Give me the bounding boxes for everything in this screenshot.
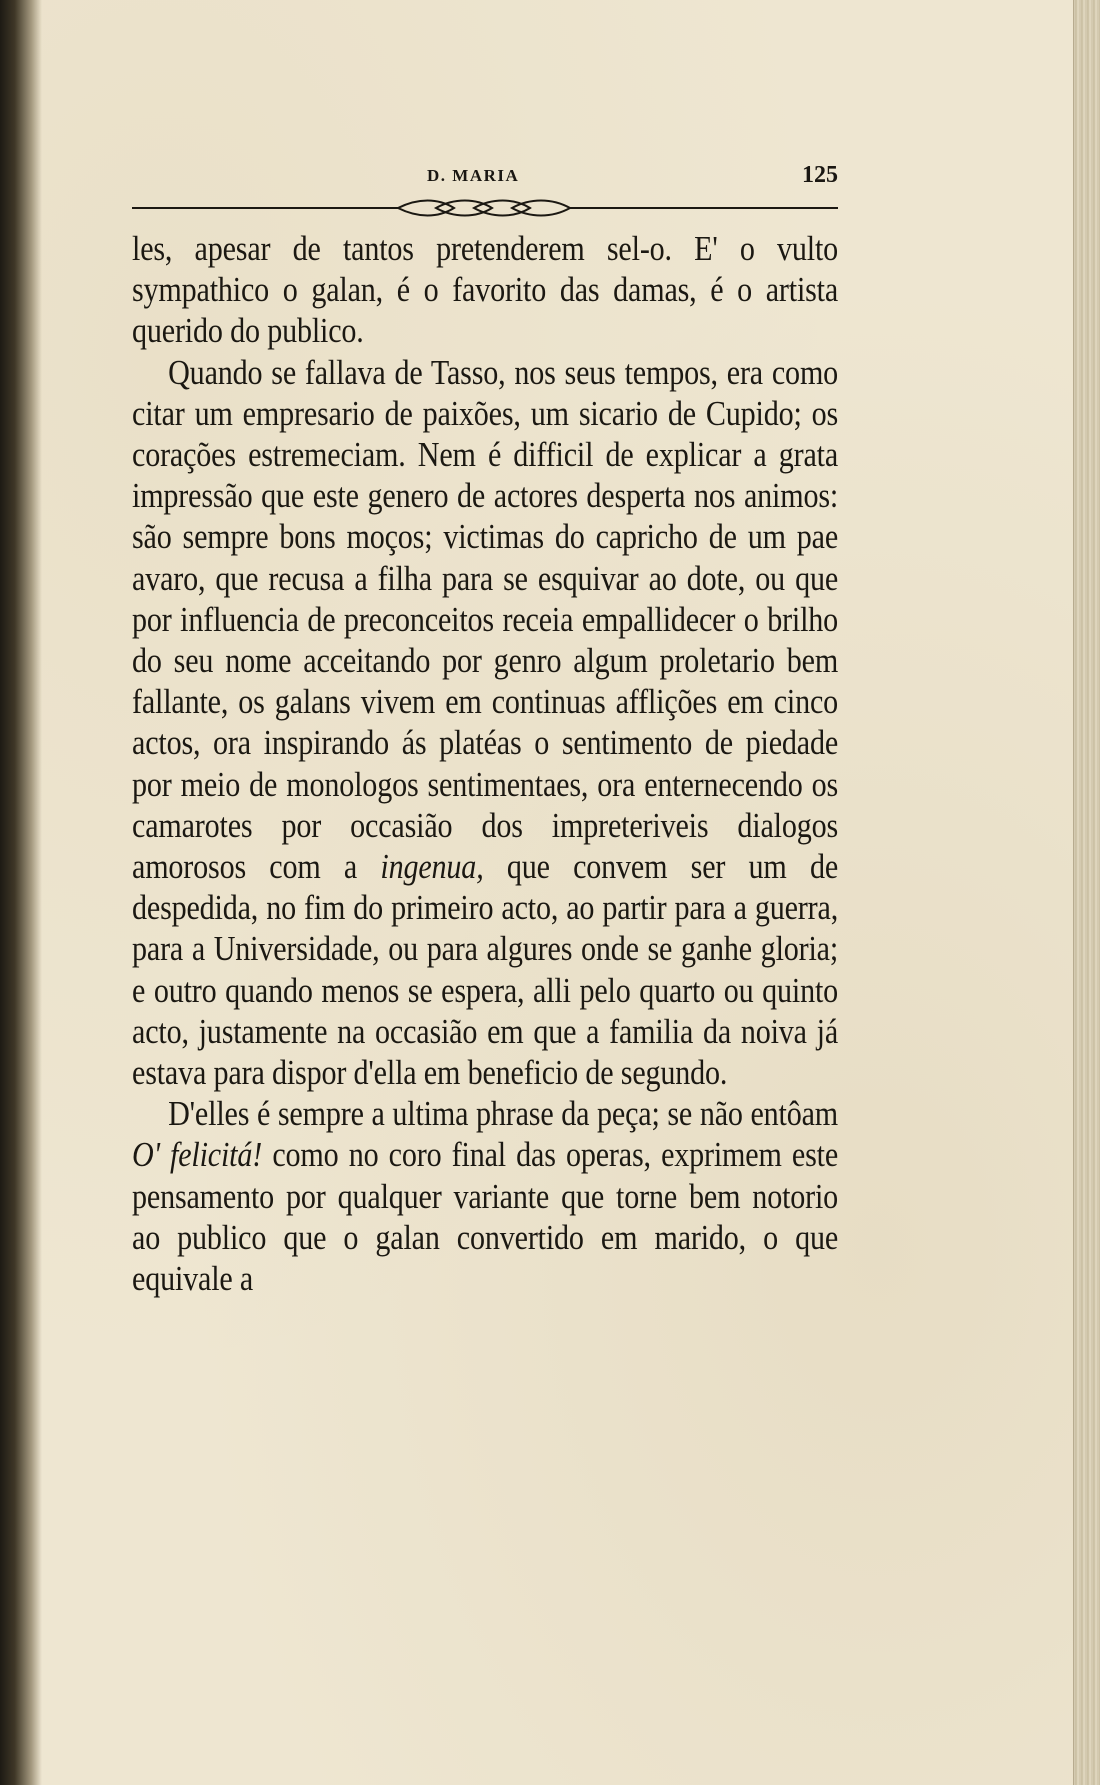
paragraph-3	[132, 1093, 838, 1299]
paragraph-1-text: les, apesar de tantos pretenderem sel-o. E' o vulto sympathico o galan, é o favorito das damas, é o artista querido do publico.	[132, 229, 839, 351]
running-head: D. MARIA	[427, 166, 520, 185]
italic-word-ingenua: ingenua,	[380, 847, 484, 887]
paragraph-2	[132, 352, 838, 1094]
italic-phrase-felicita: O' felicitá!	[132, 1135, 263, 1175]
page-edges	[1073, 0, 1100, 1785]
paragraph-2-text: Quando se fallava de Tasso, nos seus tempos, era como citar um empresario de paixões, um sicario de Cupido; os corações estremeciam. Nem é difficil de explicar a grata impressão que este genero de actores desperta nos animos: são sempre bons moços; victimas do capricho de um pae avaro, que recusa a filha para se esquivar ao dote, ou que por influencia de preconceitos receia empallidecer o brilho do seu nome acceitando por genro algum proletario bem fallante, os galans vivem em continuas afflições em cinco actos, ora inspirando ás platéas o sentimento de piedade por meio de monologos sentimentaes, ora enternecendo os camarotes por occasião dos impreteriveis dialogos amorosos com a	[132, 352, 839, 887]
ornamental-rule	[132, 196, 838, 220]
paragraph-3-continuation: como no coro final das operas, exprimem este pensamento por qualquer variante que torne bem notorio ao publico que o galan convertido em marido, o que equivale a	[132, 1135, 839, 1299]
binding-shadow	[0, 0, 42, 1785]
paragraph-2-continuation: que convem ser um de despedida, no fim do primeiro acto, ao partir para a guerra, para a Universidade, ou para algures onde se ganhe gloria; e outro quando menos se espera, alli pelo quarto ou quinto acto, justamente na occasião em que a familia da noiva já estava para dispor d'ella em beneficio de segundo.	[132, 847, 839, 1093]
page-number: 125	[802, 162, 838, 188]
body-text	[132, 228, 838, 1299]
paragraph-3-text: D'elles é sempre a ultima phrase da peça; se não entôam	[168, 1094, 839, 1134]
paragraph-1	[132, 228, 838, 352]
page-header	[132, 162, 838, 194]
